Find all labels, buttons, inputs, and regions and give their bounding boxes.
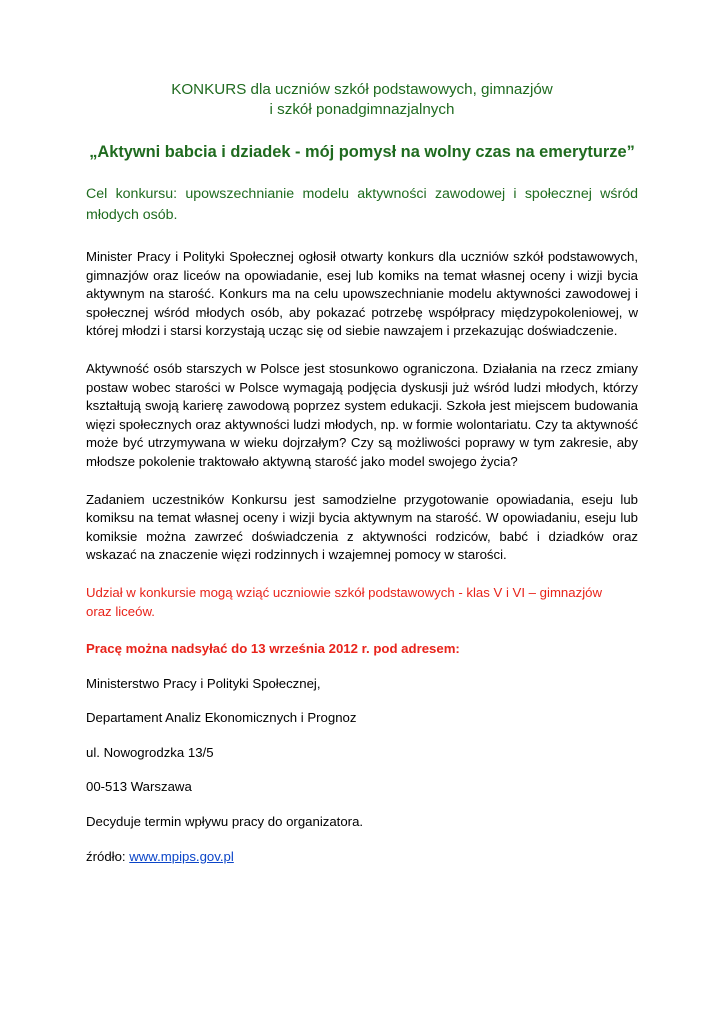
source-link[interactable]: www.mpips.gov.pl	[129, 848, 234, 864]
address-department: Departament Analiz Ekonomicznych i Prognoz	[86, 710, 357, 726]
contest-goal: Cel konkursu: upowszechnianie modelu aktywności zawodowej i społecznej wśród młodych osób.	[86, 186, 638, 223]
eligibility-note	[86, 584, 638, 621]
header-line-2: i szkół ponadgimnazjalnych	[269, 101, 455, 118]
source-line	[86, 848, 638, 867]
contest-header	[86, 80, 638, 120]
document-page	[86, 80, 638, 866]
address-street: ul. Nowogrodzka 13/5	[86, 744, 214, 760]
paragraph-context: Aktywność osób starszych w Polsce jest stosunkowo ograniczona. Działania na rzecz zmiany postaw wobec starości w Polsce wymagają podjęcia dyskusji już wśród ludzi młodych, którzy kształtują swoją karierę zawodową poprzez system edukacji. Szkoła jest miejscem budowania więzi społecznych oraz aktywności ludzi młodych, np. w formie wolontariatu. Czy ta aktywność może być utrzymywana w wieku dojrzałym? Czy są możliwości poprawy w tym zakresie, aby młodsze pokolenie traktowało aktywną starość jako model swojego życia?	[86, 360, 638, 469]
address-city: 00-513 Warszawa	[86, 779, 192, 795]
address-ministry: Ministerstwo Pracy i Polityki Społecznej,	[86, 675, 321, 691]
contest-title: „Aktywni babcia i dziadek - mój pomysł na wolny czas na emeryturze”	[89, 143, 635, 161]
eligibility-line-2: oraz liceów.	[86, 603, 155, 619]
header-line-1: KONKURS dla uczniów szkół podstawowych, gimnazjów	[171, 81, 553, 98]
paragraph-task: Zadaniem uczestników Konkursu jest samodzielne przygotowanie opowiadania, eseju lub komiksu na temat własnej oceny i wizji bycia aktywnym na starość. W opowiadaniu, eseju lub komiksie można zawrzeć doświadczenia z aktywności rodziców, babć i dziadków oraz wskazać na znaczenie więzi rodzinnych i wzajemnej pomocy w starości.	[86, 491, 638, 563]
decision-note: Decyduje termin wpływu pracy do organizatora.	[86, 814, 364, 830]
eligibility-line-1: Udział w konkursie mogą wziąć uczniowie szkół podstawowych - klas V i VI – gimnazjów	[86, 584, 602, 600]
deadline-note: Pracę można nadsyłać do 13 września 2012 r. pod adresem:	[86, 641, 460, 657]
paragraph-intro: Minister Pracy i Polityki Społecznej ogłosił otwarty konkurs dla uczniów szkół podstawowych, gimnazjów oraz liceów na opowiadanie, esej lub komiks na temat własnej oceny i wizji bycia aktywnym na starość. Konkurs ma na celu upowszechnianie modelu aktywności zawodowej i społecznej wśród młodych osób, aby pokazać potrzebę współpracy międzypokoleniowej, w której młodzi i starsi korzystają ucząc się od siebie nawzajem i przekazując doświadczenie.	[86, 249, 638, 339]
source-label: źródło:	[86, 848, 130, 864]
